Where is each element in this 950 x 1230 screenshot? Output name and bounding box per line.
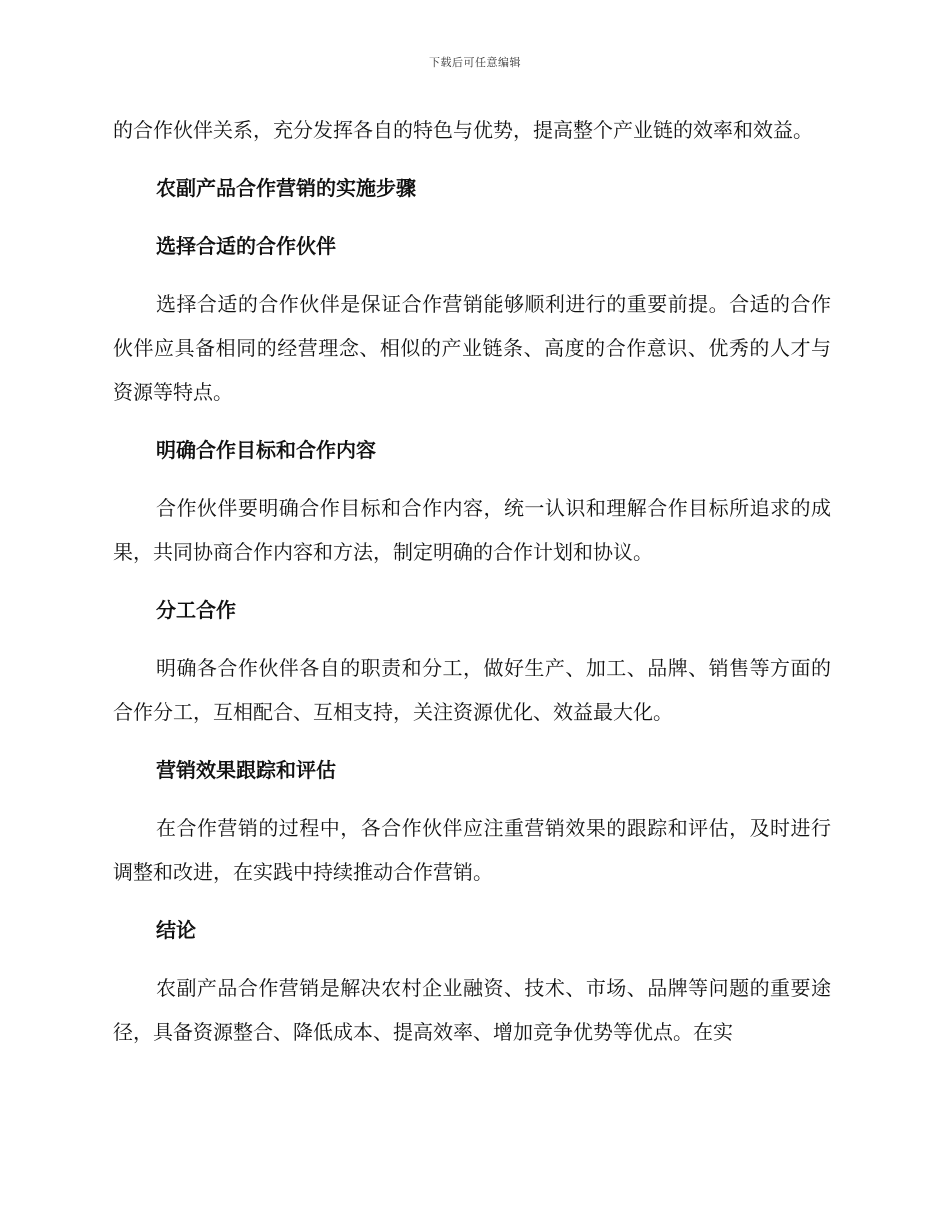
subsection-heading-division-of-labor: 分工合作 [156, 598, 236, 622]
document-body [113, 108, 831, 1068]
subsection-heading-clear-goals: 明确合作目标和合作内容 [156, 438, 376, 462]
section-heading-conclusion: 结论 [156, 918, 196, 942]
subsection-heading-tracking-evaluation: 营销效果跟踪和评估 [156, 758, 336, 782]
subsection-heading-choose-partners: 选择合适的合作伙伴 [156, 234, 336, 258]
paragraph-clear-goals: 合作伙伴要明确合作目标和合作内容，统一认识和理解合作目标所追求的成果，共同协商合作内容和方法，制定明确的合作计划和协议。 [113, 496, 831, 564]
paragraph-conclusion: 农副产品合作营销是解决农村企业融资、技术、市场、品牌等问题的重要途径，具备资源整合、降低成本、提高效率、增加竞争优势等优点。在实 [113, 976, 831, 1044]
paragraph-tracking-evaluation: 在合作营销的过程中，各合作伙伴应注重营销效果的跟踪和评估，及时进行调整和改进，在实践中持续推动合作营销。 [113, 816, 831, 884]
paragraph-continuation: 的合作伙伴关系，充分发挥各自的特色与优势，提高整个产业链的效率和效益。 [113, 118, 813, 142]
page-header: 下载后可任意编辑 [429, 56, 521, 69]
paragraph-choose-partners: 选择合适的合作伙伴是保证合作营销能够顺利进行的重要前提。合适的合作伙伴应具备相同的经营理念、相似的产业链条、高度的合作意识、优秀的人才与资源等特点。 [113, 292, 831, 404]
paragraph-division-of-labor: 明确各合作伙伴各自的职责和分工，做好生产、加工、品牌、销售等方面的合作分工，互相配合、互相支持，关注资源优化、效益最大化。 [113, 656, 831, 724]
section-heading-implementation-steps: 农副产品合作营销的实施步骤 [156, 176, 416, 200]
